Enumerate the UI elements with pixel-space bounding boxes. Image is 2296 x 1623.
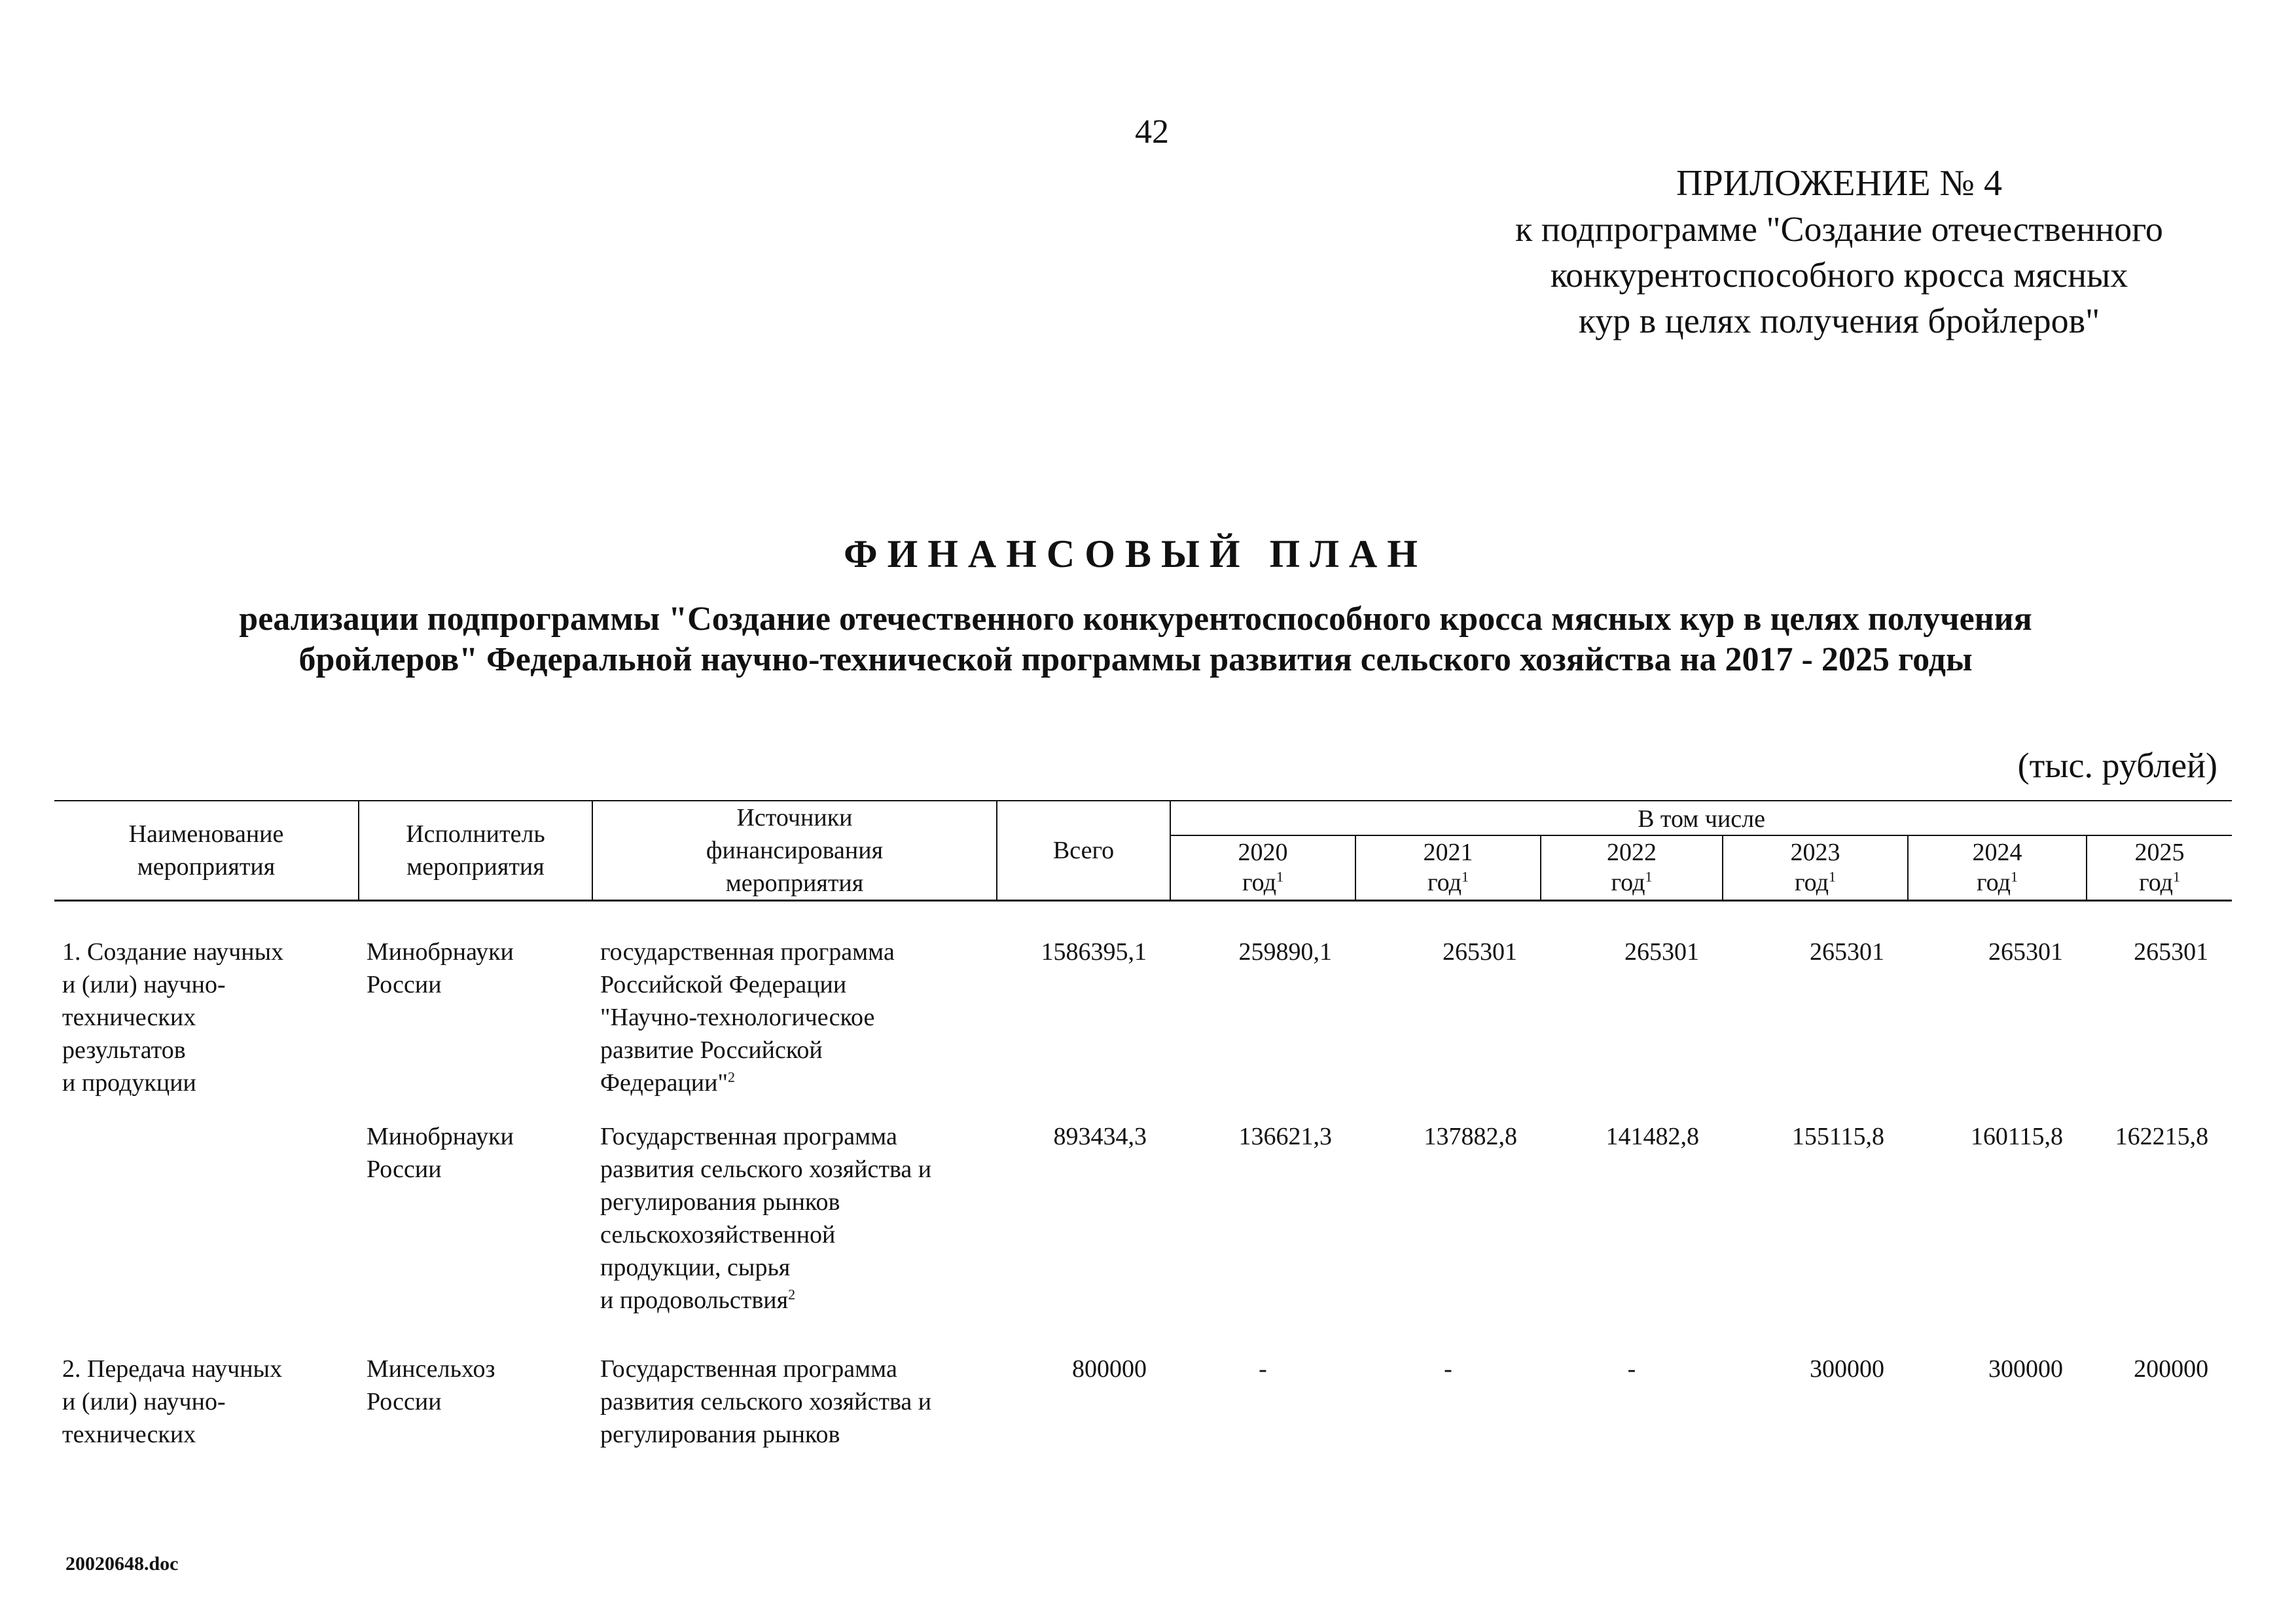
footer-filename: 20020648.doc bbox=[65, 1553, 179, 1575]
document-title: ФИНАНСОВЫЙ ПЛАН bbox=[844, 532, 1427, 575]
year-value-cell: 265301 bbox=[1443, 938, 1517, 966]
header-total: Всего bbox=[997, 801, 1170, 901]
year-value-cell: - bbox=[1259, 1355, 1267, 1383]
year-value-cell: 300000 bbox=[1988, 1355, 2063, 1383]
appendix-header bbox=[1466, 160, 2212, 344]
year-value-cell: 141482,8 bbox=[1605, 1122, 1699, 1150]
header-year-2020: 2020 год$^1$ bbox=[1170, 835, 1355, 901]
funding-source-cell: Государственная программа развития сельского хозяйства и регулирования рынков bbox=[600, 1355, 932, 1448]
header-name: Наименование мероприятия bbox=[54, 801, 359, 901]
year-value-cell: 265301 bbox=[1988, 938, 2063, 966]
year-value-cell: 259890,1 bbox=[1238, 938, 1332, 966]
page-number: 42 bbox=[1135, 113, 1169, 151]
year-value-cell: 136621,3 bbox=[1238, 1122, 1332, 1150]
year-value-cell: 160115,8 bbox=[1970, 1122, 2063, 1150]
year-value-cell: - bbox=[1627, 1355, 1636, 1383]
table-row bbox=[54, 1120, 2232, 1353]
executor-cell: Минсельхоз России bbox=[367, 1355, 495, 1415]
footnote-marker: 2 bbox=[727, 1068, 735, 1085]
year-value-cell: 155115,8 bbox=[1791, 1122, 1884, 1150]
executor-cell: Минобрнауки России bbox=[367, 938, 514, 998]
appendix-title: ПРИЛОЖЕНИЕ № 4 bbox=[1676, 163, 2002, 204]
table-header bbox=[54, 801, 2232, 901]
year-value-cell: 265301 bbox=[2134, 938, 2209, 966]
document-subtitle bbox=[98, 599, 2173, 680]
header-group: В том числе bbox=[1170, 801, 2232, 835]
year-value-cell: - bbox=[1444, 1355, 1452, 1383]
header-year-2022: 2022 год$^1$ bbox=[1541, 835, 1723, 901]
activity-name-cell: 2. Передача научных и (или) научно- технических bbox=[62, 1355, 283, 1448]
appendix-line: кур в целях получения бройлеров" bbox=[1578, 301, 2100, 340]
activity-name-cell bbox=[54, 1120, 359, 1353]
header-year-2023: 2023 год$^1$ bbox=[1723, 835, 1908, 901]
footnote-marker: 2 bbox=[788, 1285, 796, 1302]
subtitle-line: реализации подпрограммы "Создание отечественного конкурентоспособного кросса мясных кур в целях получения bbox=[239, 600, 2032, 638]
financial-plan-table bbox=[54, 800, 2232, 1484]
funding-source-cell: государственная программа Российской Федерации "Научно-технологическое развитие Российской Федерации"$^2$ bbox=[600, 938, 895, 1097]
year-value-cell: 265301 bbox=[1810, 938, 1884, 966]
total-cell: 893434,3 bbox=[1053, 1122, 1147, 1150]
table-row bbox=[54, 901, 2232, 1120]
appendix-line: конкурентоспособного кросса мясных bbox=[1550, 255, 2128, 295]
header-year-2025: 2025 год$^1$ bbox=[2087, 835, 2232, 901]
year-value-cell: 137882,8 bbox=[1424, 1122, 1517, 1150]
total-cell: 800000 bbox=[1072, 1355, 1147, 1383]
table-body bbox=[54, 901, 2232, 1484]
header-source: Источники финансирования мероприятия bbox=[592, 801, 997, 901]
executor-cell: Минобрнауки России bbox=[367, 1122, 514, 1183]
year-value-cell: 300000 bbox=[1810, 1355, 1884, 1383]
units-label: (тыс. рублей) bbox=[2017, 746, 2217, 785]
header-executor: Исполнитель мероприятия bbox=[359, 801, 592, 901]
table-row bbox=[54, 1353, 2232, 1484]
header-year-2021: 2021 год$^1$ bbox=[1355, 835, 1541, 901]
year-value-cell: 265301 bbox=[1624, 938, 1699, 966]
funding-source-cell: Государственная программа развития сельского хозяйства и регулирования рынков сельскохозяйственной продукции, сырья и продовольствия$^2$ bbox=[600, 1122, 932, 1314]
year-value-cell: 200000 bbox=[2134, 1355, 2209, 1383]
appendix-line: к подпрограмме "Создание отечественного bbox=[1515, 210, 2163, 249]
header-year-2024: 2024 год$^1$ bbox=[1908, 835, 2087, 901]
subtitle-line: бройлеров" Федеральной научно-технической программы развития сельского хозяйства на 2017 - 2025 годы bbox=[298, 641, 1973, 678]
total-cell: 1586395,1 bbox=[1041, 938, 1147, 966]
activity-name-cell: 1. Создание научных и (или) научно- технических результатов и продукции bbox=[62, 938, 284, 1097]
year-value-cell: 162215,8 bbox=[2115, 1122, 2209, 1150]
